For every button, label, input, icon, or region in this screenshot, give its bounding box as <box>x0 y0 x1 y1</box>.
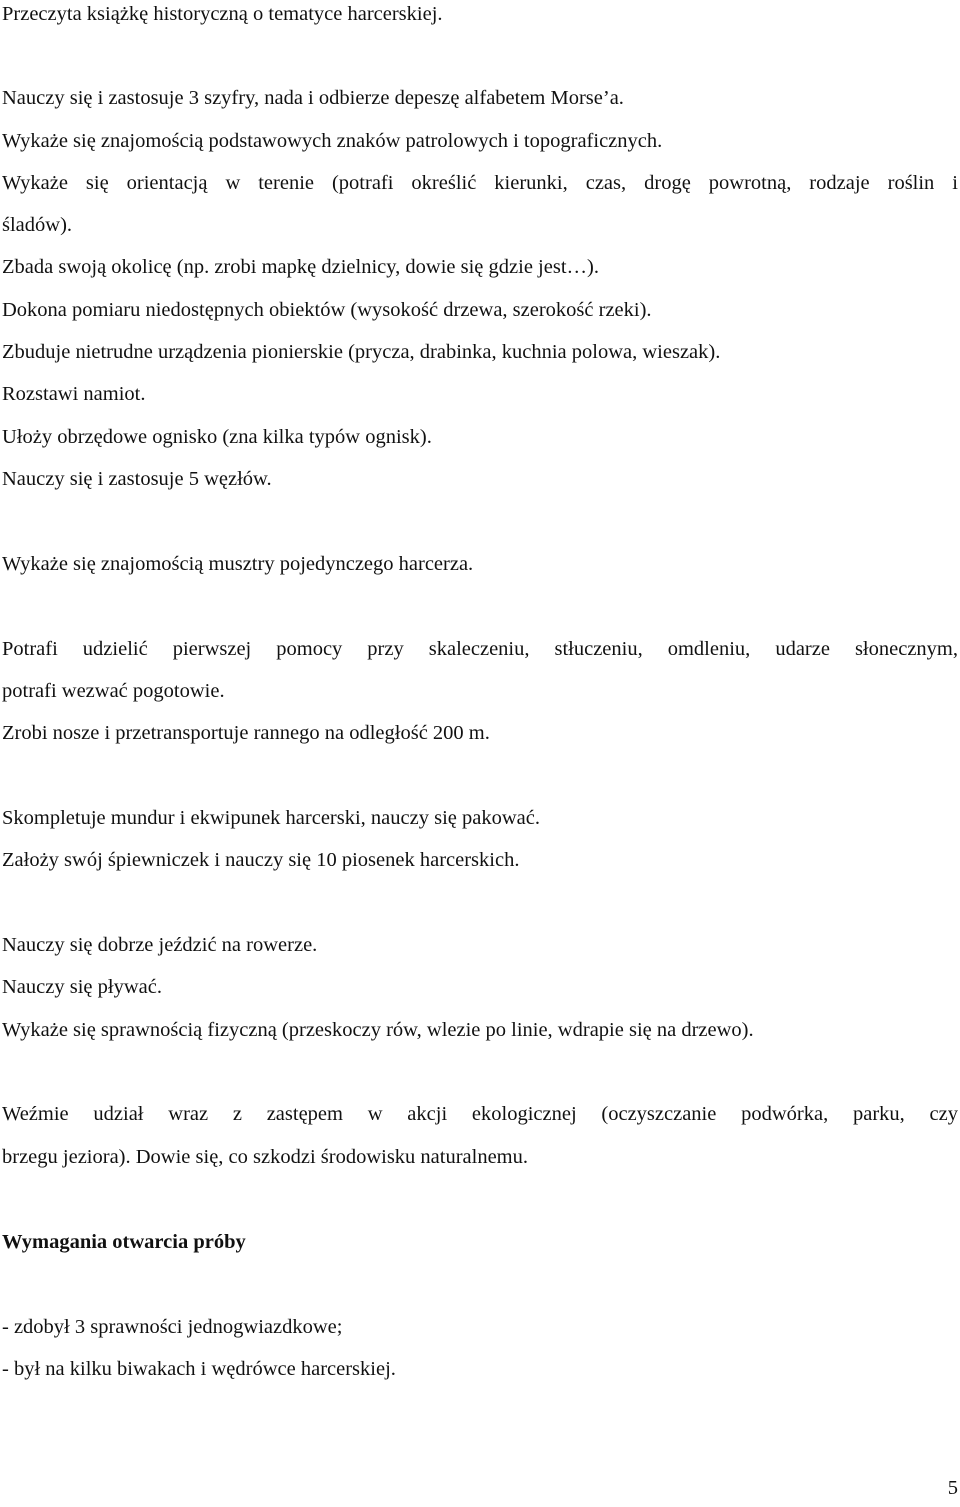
requirement-item: - był na kilku biwakach i wędrówce harcerskiej. <box>2 1358 396 1380</box>
requirement-item: - zdobył 3 sprawności jednogwiazdkowe; <box>2 1316 343 1338</box>
section-heading: Wymagania otwarcia próby <box>2 1231 246 1253</box>
text-line: Potrafi udzielić pierwszej pomocy przy skaleczeniu, stłuczeniu, omdleniu, udarze słonecznym, <box>2 638 958 660</box>
text-line: Zrobi nosze i przetransportuje rannego na odległość 200 m. <box>2 722 490 744</box>
text-line: brzegu jeziora). Dowie się, co szkodzi środowisku naturalnemu. <box>2 1146 529 1168</box>
text-line: Nauczy się pływać. <box>2 976 162 998</box>
text-line: śladów). <box>2 214 73 236</box>
text-line: Wykaże się orientacją w terenie (potrafi określić kierunki, czas, drogę powrotną, rodzaje roślin i <box>2 172 958 194</box>
text-line: Wykaże się znajomością podstawowych znaków patrolowych i topograficznych. <box>2 130 663 152</box>
text-line: Dokona pomiaru niedostępnych obiektów (wysokość drzewa, szerokość rzeki). <box>2 299 652 321</box>
text-line: Weźmie udział wraz z zastępem w akcji ekologicznej (oczyszczanie podwórka, parku, czy <box>2 1103 958 1125</box>
text-line: Przeczyta książkę historyczną o tematyce harcerskiej. <box>2 3 443 25</box>
text-line: Nauczy się i zastosuje 5 węzłów. <box>2 468 272 490</box>
text-line: Ułoży obrzędowe ognisko (zna kilka typów ognisk). <box>2 426 432 448</box>
text-line: Skompletuje mundur i ekwipunek harcerski, nauczy się pakować. <box>2 807 540 829</box>
text-line: Zbada swoją okolicę (np. zrobi mapkę dzielnicy, dowie się gdzie jest…). <box>2 256 599 278</box>
page-number: 5 <box>947 1477 958 1499</box>
text-line: Wykaże się sprawnością fizyczną (przeskoczy rów, wlezie po linie, wdrapie się na drzewo). <box>2 1019 754 1041</box>
text-line: Założy swój śpiewniczek i nauczy się 10 piosenek harcerskich. <box>2 849 520 871</box>
text-line: Nauczy się dobrze jeździć na rowerze. <box>2 934 318 956</box>
text-line: potrafi wezwać pogotowie. <box>2 680 225 702</box>
text-line: Wykaże się znajomością musztry pojedynczego harcerza. <box>2 553 474 575</box>
text-line: Zbuduje nietrudne urządzenia pionierskie (prycza, drabinka, kuchnia polowa, wieszak). <box>2 341 721 363</box>
text-line: Rozstawi namiot. <box>2 383 146 405</box>
text-line: Nauczy się i zastosuje 3 szyfry, nada i odbierze depeszę alfabetem Morse’a. <box>2 87 624 109</box>
